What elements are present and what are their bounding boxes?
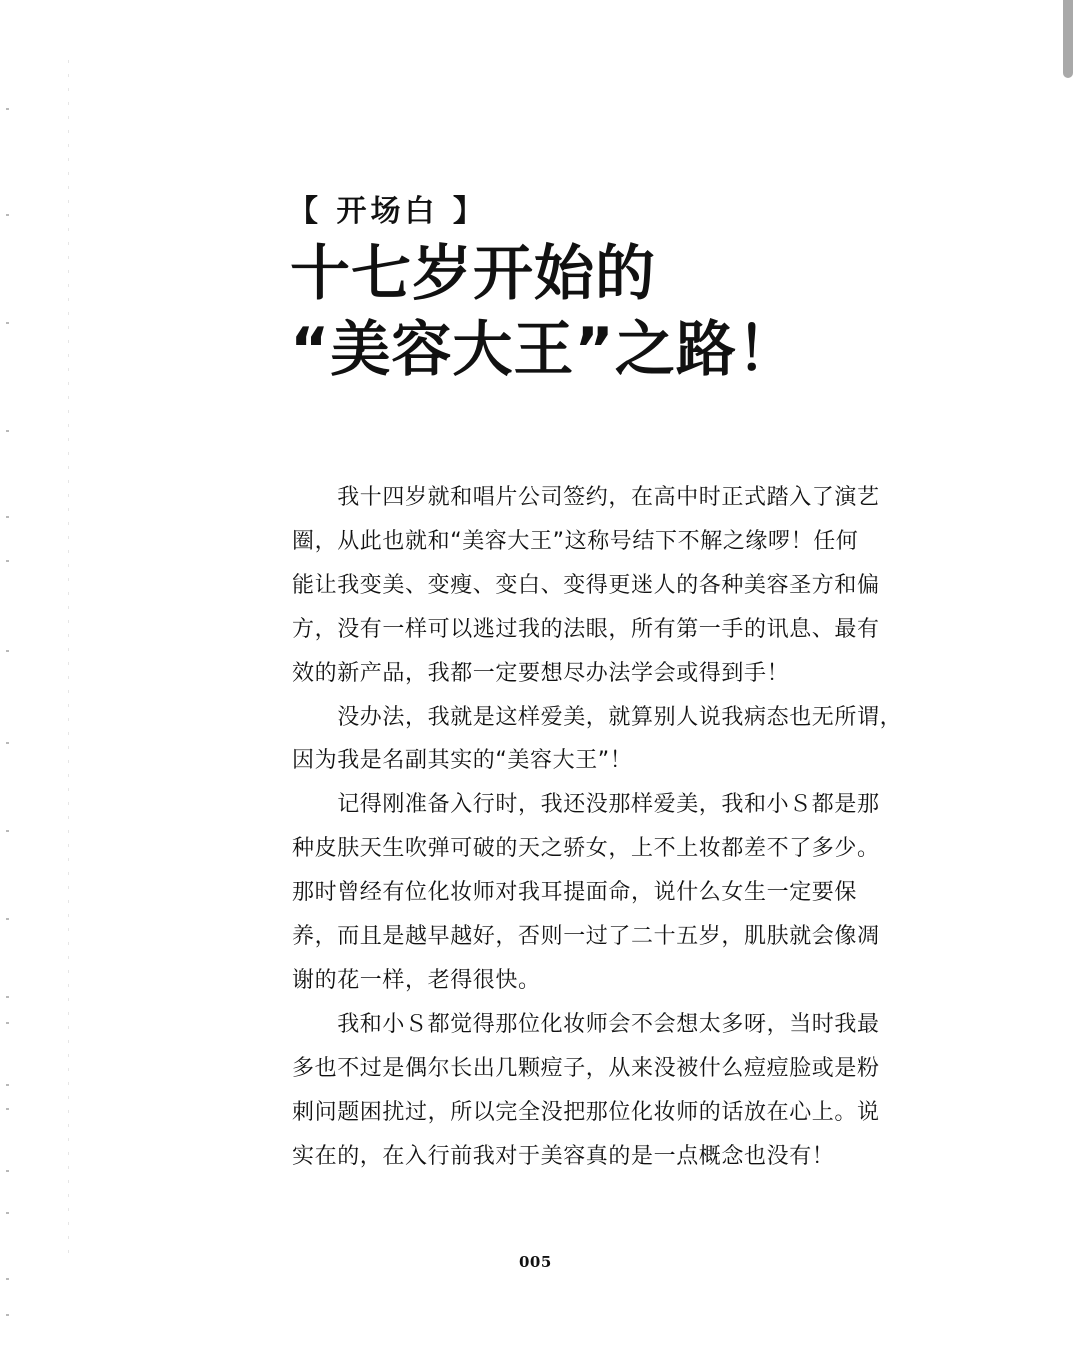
body-line: 多也不过是偶尔长出几颗痘子，从来没被什么痘痘脸或是粉 bbox=[292, 1055, 880, 1081]
body-line: 我和小Ｓ都觉得那位化妆师会不会想太多呀，当时我最 bbox=[292, 1011, 880, 1037]
body-line: 能让我变美、变瘦、变白、变得更迷人的各种美容圣方和偏 bbox=[292, 572, 880, 598]
body-line: 谢的花一样，老得很快。 bbox=[292, 967, 541, 993]
section-label: 【 开场白 】 bbox=[288, 194, 487, 229]
page-number: 005 bbox=[519, 1253, 552, 1271]
body-line: 养，而且是越早越好，否则一过了二十五岁，肌肤就会像凋 bbox=[292, 924, 880, 950]
body-line: 我十四岁就和唱片公司签约，在高中时正式踏入了演艺 bbox=[292, 485, 880, 510]
chapter-title-line-2: “美容大王”之路！ bbox=[290, 315, 798, 385]
body-line: 实在的，在入行前我对于美容真的是一点概念也没有！ bbox=[292, 1143, 835, 1169]
body-line: 那时曾经有位化妆师对我耳提面命，说什么女生一定要保 bbox=[292, 880, 858, 906]
body-line: 记得刚准备入行时，我还没那样爱美，我和小Ｓ都是那 bbox=[292, 792, 880, 818]
body-line: 效的新产品，我都一定要想尽办法学会或得到手！ bbox=[292, 660, 790, 686]
body-text bbox=[292, 476, 912, 1179]
body-line: 种皮肤天生吹弹可破的天之骄女，上不上妆都差不了多少。 bbox=[292, 836, 880, 862]
scrollbar-thumb[interactable] bbox=[1063, 0, 1073, 78]
body-line: 方，没有一样可以逃过我的法眼，所有第一手的讯息、最有 bbox=[292, 616, 880, 642]
chapter-title bbox=[290, 236, 798, 388]
body-line: 圈，从此也就和“美容大王”这称号结下不解之缘啰！任何 bbox=[292, 528, 859, 554]
scrollbar[interactable] bbox=[1060, 0, 1078, 1349]
body-line: 因为我是名副其实的“美容大王”！ bbox=[292, 748, 633, 774]
body-line: 没办法，我就是这样爱美，就算别人说我病态也无所谓， bbox=[292, 704, 903, 730]
scan-edge-marks bbox=[0, 0, 20, 1349]
chapter-title-line-1: 十七岁开始的 bbox=[290, 239, 656, 309]
body-line: 刺问题困扰过，所以完全没把那位化妆师的话放在心上。说 bbox=[292, 1099, 880, 1125]
scan-gutter-line bbox=[68, 60, 69, 1260]
